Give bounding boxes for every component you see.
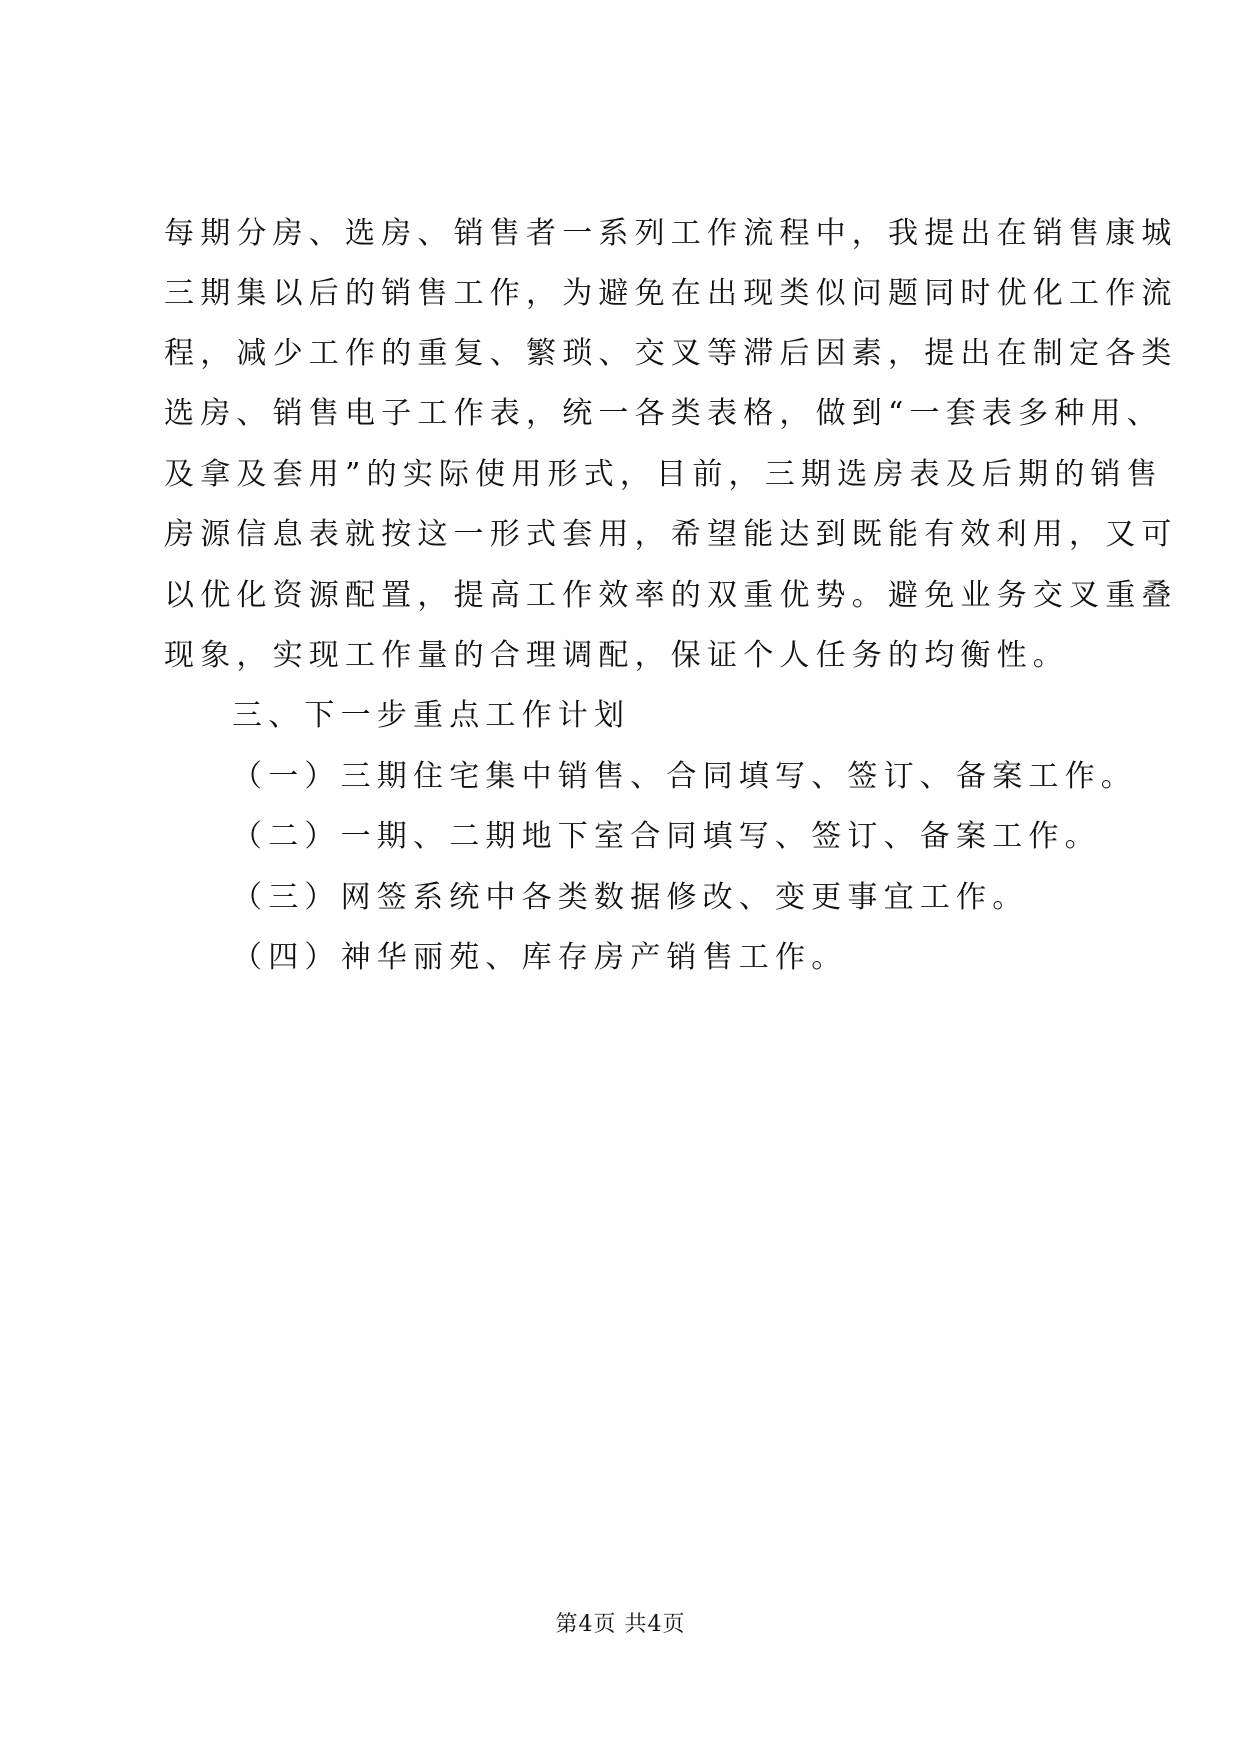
page-number-footer: 第4页 共4页 [555,1612,686,1637]
paragraph-line-1: 每期分房、选房、销售者一系列工作流程中，我提出在销售康城 [164,216,1178,251]
paragraph-line-6: 房源信息表就按这一形式套用，希望能达到既能有效利用，又可 [164,517,1178,552]
plan-item-3: （三）网签系统中各类数据修改、变更事宜工作。 [232,880,1029,915]
paragraph-line-4: 选房、销售电子工作表，统一各类表格，做到“一套表多种用、 [164,396,1163,431]
section-heading: 三、下一步重点工作计划 [232,698,631,733]
plan-item-2: （二）一期、二期地下室合同填写、签订、备案工作。 [232,819,1101,854]
plan-item-4: （四）神华丽苑、库存房产销售工作。 [232,940,848,975]
paragraph-line-5: 及拿及套用”的实际使用形式，目前，三期选房表及后期的销售 [164,457,1163,492]
paragraph-line-3: 程，减少工作的重复、繁琐、交叉等滞后因素，提出在制定各类 [164,336,1178,371]
paragraph-line-8: 现象，实现工作量的合理调配，保证个人任务的均衡性。 [164,638,1069,673]
plan-item-1: （一）三期住宅集中销售、合同填写、签订、备案工作。 [232,759,1137,794]
paragraph-line-7: 以优化资源配置，提高工作效率的双重优势。避免业务交叉重叠 [164,578,1178,613]
paragraph-line-2: 三期集以后的销售工作，为避免在出现类似问题同时优化工作流 [164,276,1178,311]
